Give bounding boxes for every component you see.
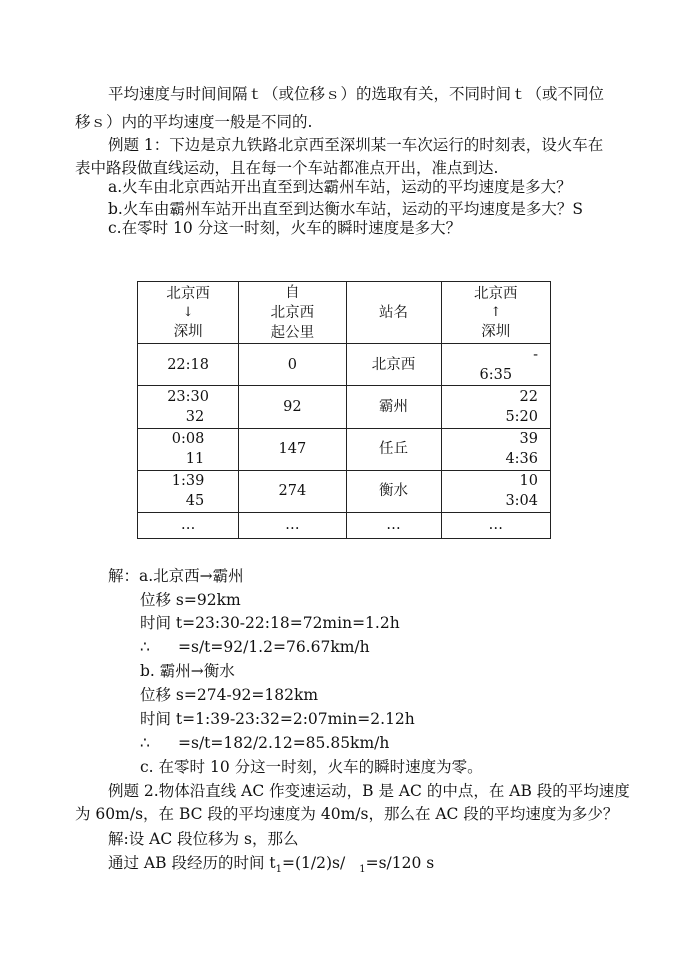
table-row-ellipsis bbox=[138, 512, 551, 538]
up-time-cell bbox=[441, 386, 550, 428]
down-arrival: 23:30 bbox=[167, 388, 209, 405]
intro-line-1: 平均速度与时间间隔ｔ（或位移ｓ）的选取有关，不同时间ｔ（或不同位 bbox=[108, 85, 605, 103]
header-distance-line-2: 北京西 bbox=[270, 304, 315, 321]
solution-c-answer: c. 在零时 10 分这一时刻，火车的瞬时速度为零。 bbox=[140, 758, 483, 776]
header-distance-line-3: 起公里 bbox=[270, 324, 315, 341]
up-departure: 5:20 bbox=[505, 408, 538, 425]
ellipsis-cell: … bbox=[239, 512, 346, 538]
solution-b-result: =s/t=182/2.12=85.85km/h bbox=[178, 734, 390, 752]
therefore-symbol: ∴ bbox=[140, 734, 150, 752]
solution-a-label: 解：a.北京西→霸州 bbox=[108, 567, 244, 585]
solution-b-time: 时间 t=1:39-23:32=2:07min=2.12h bbox=[140, 710, 415, 728]
header-down-destination: 深圳 bbox=[173, 323, 203, 340]
solution-a-result: =s/t=92/1.2=76.67km/h bbox=[178, 638, 370, 656]
header-distance-line-1: 自 bbox=[285, 284, 300, 301]
up-departure: 3:04 bbox=[505, 493, 538, 510]
example2-solution-intro: 解:设 AC 段位移为 s，那么 bbox=[108, 830, 299, 848]
up-departure: 4:36 bbox=[505, 451, 538, 468]
down-time-cell bbox=[138, 386, 239, 428]
header-up-top: 北京西 bbox=[474, 285, 518, 302]
down-arrival: 0:08 bbox=[171, 431, 205, 448]
up-time-cell bbox=[441, 470, 550, 512]
station-cell: 任丘 bbox=[346, 428, 441, 470]
train-timetable bbox=[137, 281, 551, 539]
station-cell: 霸州 bbox=[346, 386, 441, 428]
up-arrival: 22 bbox=[519, 388, 538, 405]
example1-line-1: 例题 1：下边是京九铁路北京西至深圳某一车次运行的时刻表，设火车在 bbox=[108, 136, 604, 154]
down-arrival: 1:39 bbox=[171, 473, 205, 490]
example1-line-2: 表中路段做直线运动，且在每一个车站都准点开出，准点到达. bbox=[75, 159, 499, 177]
example2-line-1: 例题 2.物体沿直线 AC 作变速运动，B 是 AC 的中点，在 AB 段的平均速度 bbox=[108, 782, 630, 800]
example1-question-c: c.在零时 10 分这一时刻，火车的瞬时速度是多大？ bbox=[108, 219, 462, 237]
table-row bbox=[138, 344, 551, 386]
solution-b-label: b. 霸州→衡水 bbox=[140, 662, 235, 680]
down-departure: 11 bbox=[185, 451, 205, 468]
up-arrival: 39 bbox=[519, 431, 538, 448]
table-row bbox=[138, 470, 551, 512]
intro-line-2: 移ｓ）内的平均速度一般是不同的. bbox=[75, 113, 313, 131]
header-distance bbox=[239, 282, 346, 344]
example1-question-a: a.火车由北京西站开出直至到达霸州车站，运动的平均速度是多大？ bbox=[108, 178, 572, 196]
solution-a-displacement: 位移 s=92km bbox=[140, 591, 241, 609]
example2-time-formula bbox=[108, 852, 434, 877]
table-row bbox=[138, 386, 551, 428]
solution-b-displacement: 位移 s=274-92=182km bbox=[140, 686, 319, 704]
down-departure: 32 bbox=[185, 408, 205, 425]
header-station: 站名 bbox=[346, 282, 441, 344]
header-up-bottom: 深圳 bbox=[481, 323, 511, 340]
ellipsis-cell: … bbox=[346, 512, 441, 538]
down-time-cell: 22:18 bbox=[138, 344, 239, 386]
up-arrow-icon: ↑ bbox=[490, 304, 502, 320]
down-departure: 45 bbox=[185, 493, 205, 510]
solution-a-time: 时间 t=23:30-22:18=72min=1.2h bbox=[140, 614, 400, 632]
example2-line-2: 为 60m/s，在 BC 段的平均速度为 40m/s，那么在 AC 段的平均速度为多少？ bbox=[75, 805, 619, 823]
formula-end: =s/120 s bbox=[365, 854, 435, 872]
example1-question-b: b.火车由霸州车站开出直至到达衡水车站，运动的平均速度是多大？S bbox=[108, 200, 583, 218]
header-direction-down bbox=[138, 282, 239, 344]
ellipsis-cell: … bbox=[138, 512, 239, 538]
distance-cell: 147 bbox=[239, 428, 346, 470]
up-time-cell bbox=[441, 428, 550, 470]
distance-cell: 0 bbox=[239, 344, 346, 386]
up-arrival: - bbox=[533, 346, 538, 363]
table-row bbox=[138, 428, 551, 470]
up-departure: 6:35 bbox=[479, 366, 513, 383]
table-header-row bbox=[138, 282, 551, 344]
header-direction-up bbox=[441, 282, 550, 344]
down-time-cell bbox=[138, 470, 239, 512]
formula-prefix: 通过 AB 段经历的时间 t bbox=[108, 854, 276, 872]
therefore-symbol: ∴ bbox=[140, 638, 150, 656]
up-time-cell bbox=[441, 344, 550, 386]
distance-cell: 92 bbox=[239, 386, 346, 428]
formula-subscript-2: 1 bbox=[359, 864, 366, 875]
distance-cell: 274 bbox=[239, 470, 346, 512]
up-arrival: 10 bbox=[519, 473, 538, 490]
down-arrow-icon: ↓ bbox=[182, 304, 194, 320]
formula-subscript-1: 1 bbox=[275, 864, 282, 875]
station-cell: 衡水 bbox=[346, 470, 441, 512]
formula-middle: =(1/2)s/ bbox=[281, 854, 346, 872]
ellipsis-cell: … bbox=[441, 512, 550, 538]
down-time-cell bbox=[138, 428, 239, 470]
header-down-origin: 北京西 bbox=[166, 285, 210, 302]
station-cell: 北京西 bbox=[346, 344, 441, 386]
